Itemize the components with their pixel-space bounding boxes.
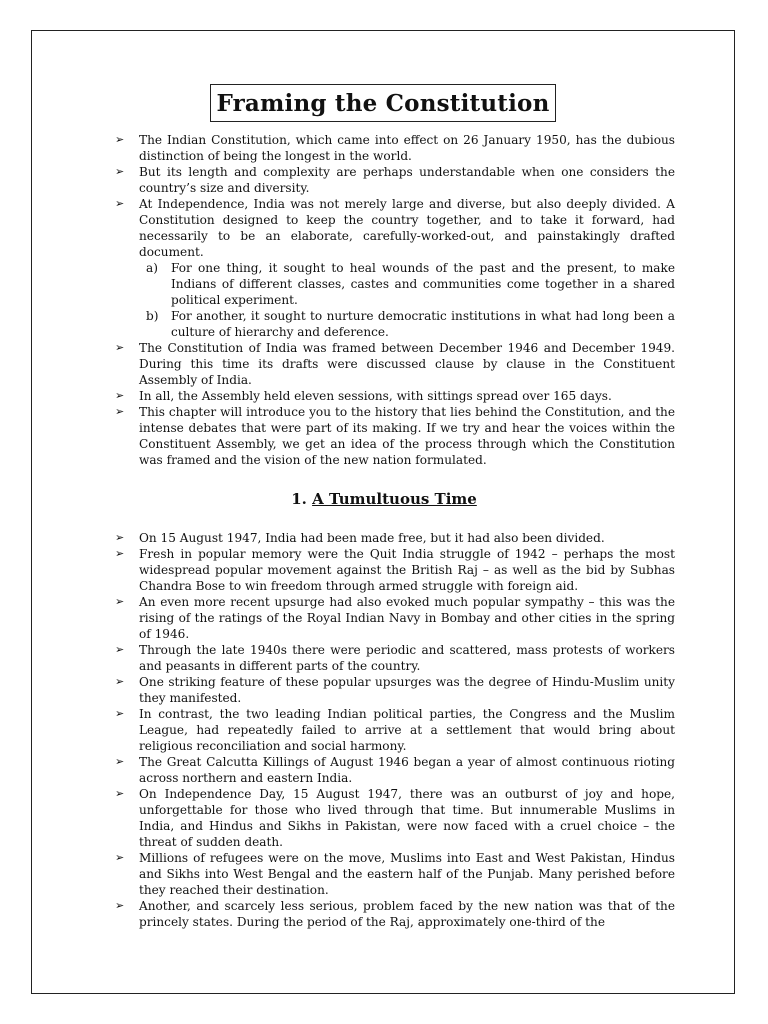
sub-item-marker: a) xyxy=(146,261,158,275)
list-item-text: The Great Calcutta Killings of August 1946 began a year of almost continuous rioting across northern and eastern India. xyxy=(139,755,675,785)
list-item-text: An even more recent upsurge had also evoked much popular sympathy – this was the rising of the ratings of the Royal Indian Navy in Bombay and other cities in the spring of 1946. xyxy=(139,595,675,641)
page-title: Framing the Constitution xyxy=(216,89,550,117)
list-item xyxy=(113,132,675,164)
list-item xyxy=(113,196,675,260)
section-number: 1. xyxy=(291,490,307,508)
section-list xyxy=(113,530,675,930)
list-item-text: On Independence Day, 15 August 1947, there was an outburst of joy and hope, unforgettable for those who lived through that time. But innumerable Muslims in India, and Hindus and Sikhs in Pakistan, were now faced with a cruel choice – the threat of sudden death. xyxy=(139,787,675,849)
list-item xyxy=(113,404,675,468)
list-item xyxy=(113,340,675,388)
list-item xyxy=(113,850,675,898)
list-item-text: This chapter will introduce you to the history that lies behind the Constitution, and the intense debates that were part of its making. If we try and hear the voices within the Constituent Assembly, we get an idea of the process through which the Constitution was framed and the vision of the new nation formulated. xyxy=(139,405,675,467)
list-item-text: Fresh in popular memory were the Quit India struggle of 1942 – perhaps the most widespread popular movement against the British Raj – as well as the bid by Subhas Chandra Bose to win freedom through armed struggle with foreign aid. xyxy=(139,547,675,593)
arrow-bullet-icon: ➢ xyxy=(115,165,125,178)
list-item xyxy=(113,546,675,594)
list-item-text: At Independence, India was not merely large and diverse, but also deeply divided. A Constitution designed to keep the country together, and to take it forward, had necessarily to be an elaborate, carefully-worked-out, and painstakingly drafted document. xyxy=(139,197,675,259)
section-heading xyxy=(0,490,768,508)
title-box xyxy=(210,84,556,122)
list-item xyxy=(113,164,675,196)
sub-item-text: For one thing, it sought to heal wounds of the past and the present, to make Indians of different classes, castes and communities come together in a shared political experiment. xyxy=(171,261,675,307)
arrow-bullet-icon: ➢ xyxy=(115,341,125,354)
arrow-bullet-icon: ➢ xyxy=(115,787,125,800)
list-item xyxy=(113,674,675,706)
list-item xyxy=(113,706,675,754)
arrow-bullet-icon: ➢ xyxy=(115,707,125,720)
intro-list xyxy=(113,132,675,468)
arrow-bullet-icon: ➢ xyxy=(115,531,125,544)
sub-item-text: For another, it sought to nurture democratic institutions in what had long been a culture of hierarchy and deference. xyxy=(171,309,675,339)
sub-list-item xyxy=(113,308,675,340)
arrow-bullet-icon: ➢ xyxy=(115,851,125,864)
arrow-bullet-icon: ➢ xyxy=(115,755,125,768)
list-item-text: Another, and scarcely less serious, problem faced by the new nation was that of the princely states. During the period of the Raj, approximately one-third of the xyxy=(139,899,675,929)
list-item-text: On 15 August 1947, India had been made free, but it had also been divided. xyxy=(139,531,605,545)
list-item xyxy=(113,594,675,642)
arrow-bullet-icon: ➢ xyxy=(115,595,125,608)
list-item-text: In all, the Assembly held eleven sessions, with sittings spread over 165 days. xyxy=(139,389,612,403)
arrow-bullet-icon: ➢ xyxy=(115,389,125,402)
arrow-bullet-icon: ➢ xyxy=(115,675,125,688)
list-item xyxy=(113,898,675,930)
arrow-bullet-icon: ➢ xyxy=(115,405,125,418)
list-item xyxy=(113,754,675,786)
list-item xyxy=(113,786,675,850)
arrow-bullet-icon: ➢ xyxy=(115,643,125,656)
list-item-text: The Constitution of India was framed between December 1946 and December 1949. During this time its drafts were discussed clause by clause in the Constituent Assembly of India. xyxy=(139,341,675,387)
arrow-bullet-icon: ➢ xyxy=(115,133,125,146)
section-title: A Tumultuous Time xyxy=(312,490,477,508)
sub-item-marker: b) xyxy=(146,309,159,323)
sub-list-item xyxy=(113,260,675,308)
list-item xyxy=(113,530,675,546)
arrow-bullet-icon: ➢ xyxy=(115,197,125,210)
list-item-text: Through the late 1940s there were periodic and scattered, mass protests of workers and peasants in different parts of the country. xyxy=(139,643,675,673)
arrow-bullet-icon: ➢ xyxy=(115,899,125,912)
list-item-text: In contrast, the two leading Indian political parties, the Congress and the Muslim League, had repeatedly failed to arrive at a settlement that would bring about religious reconciliation and social harmony. xyxy=(139,707,675,753)
list-item xyxy=(113,388,675,404)
list-item xyxy=(113,642,675,674)
list-item-text: The Indian Constitution, which came into effect on 26 January 1950, has the dubious distinction of being the longest in the world. xyxy=(139,133,675,163)
arrow-bullet-icon: ➢ xyxy=(115,547,125,560)
list-item-text: Millions of refugees were on the move, Muslims into East and West Pakistan, Hindus and Sikhs into West Bengal and the eastern half of the Punjab. Many perished before they reached their destination. xyxy=(139,851,675,897)
list-item-text: One striking feature of these popular upsurges was the degree of Hindu-Muslim unity they manifested. xyxy=(139,675,675,705)
list-item-text: But its length and complexity are perhaps understandable when one considers the country’s size and diversity. xyxy=(139,165,675,195)
sub-list xyxy=(113,260,675,340)
